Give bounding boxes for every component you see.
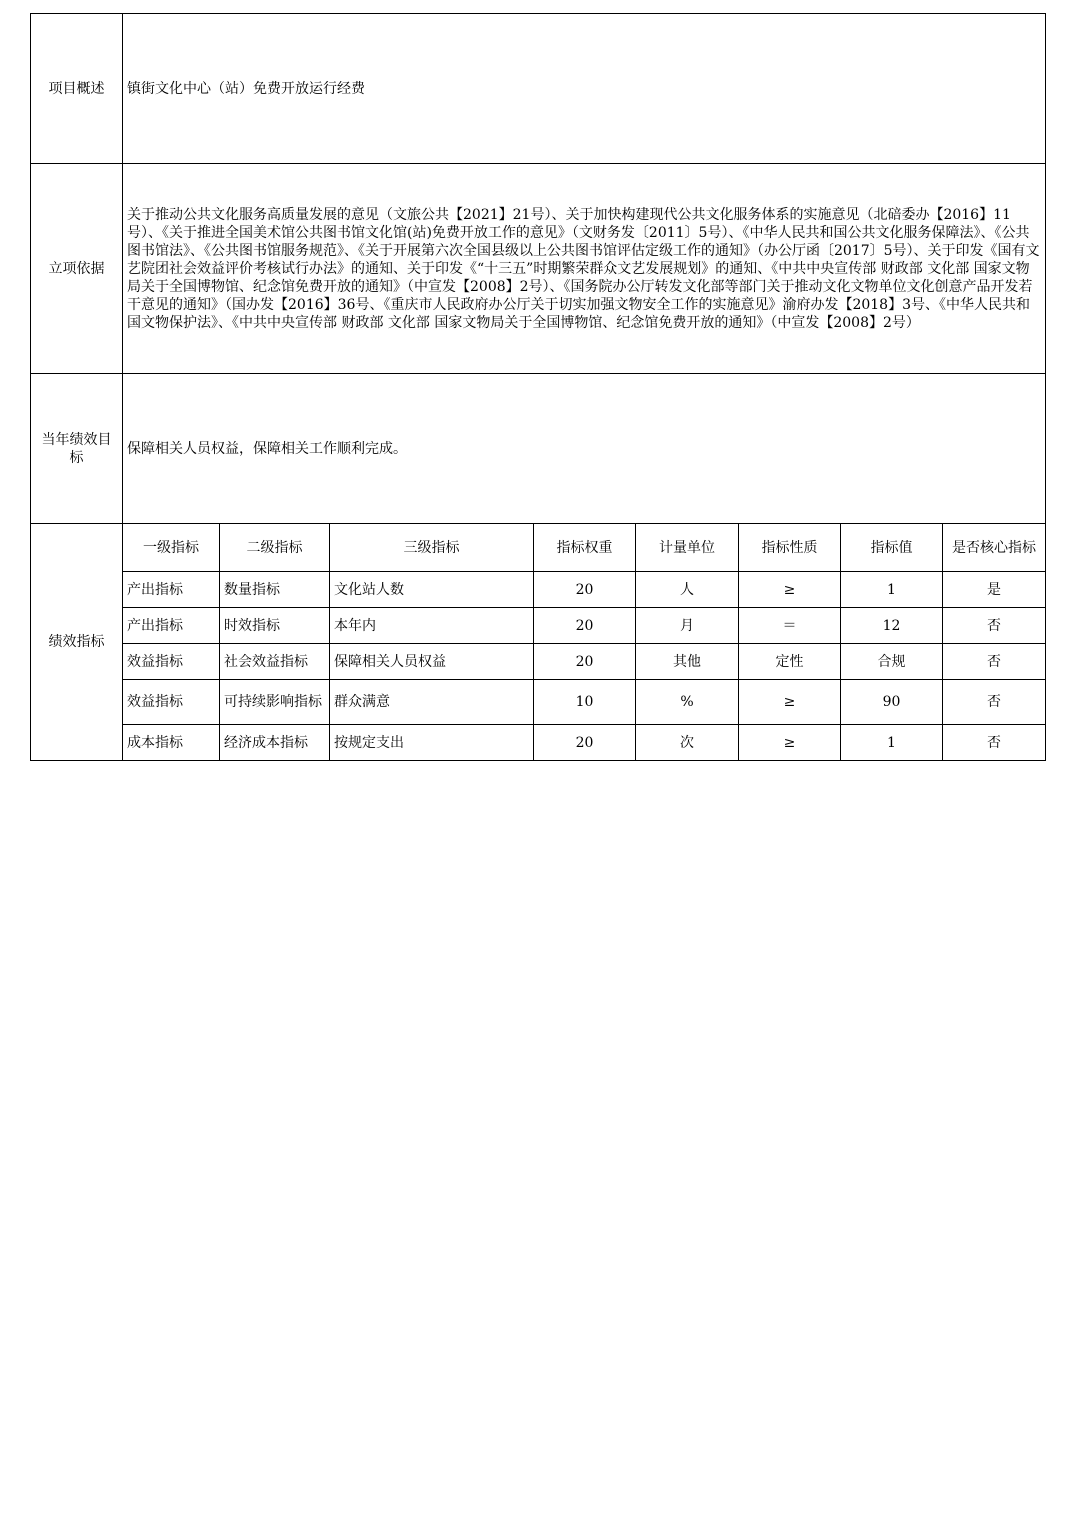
level3-cell: 文化站人数 xyxy=(330,572,534,608)
level2-cell: 数量指标 xyxy=(220,572,330,608)
basis-label: 立项依据 xyxy=(31,164,123,374)
nature-cell: 定性 xyxy=(739,644,841,680)
level2-cell: 时效指标 xyxy=(220,608,330,644)
table-row xyxy=(31,572,1046,608)
level2-cell: 可持续影响指标 xyxy=(220,680,330,725)
unit-cell: 次 xyxy=(636,725,739,761)
level1-cell: 效益指标 xyxy=(123,680,220,725)
level1-cell: 产出指标 xyxy=(123,572,220,608)
header-cell: 是否核心指标 xyxy=(943,524,1046,572)
table-row xyxy=(31,644,1046,680)
unit-cell: 月 xyxy=(636,608,739,644)
overview-label: 项目概述 xyxy=(31,14,123,164)
level2-cell: 经济成本指标 xyxy=(220,725,330,761)
weight-cell: 20 xyxy=(534,572,636,608)
unit-cell: 其他 xyxy=(636,644,739,680)
value-cell: 1 xyxy=(841,572,943,608)
weight-cell: 20 xyxy=(534,644,636,680)
table-row xyxy=(31,680,1046,725)
header-cell: 一级指标 xyxy=(123,524,220,572)
level3-cell: 保障相关人员权益 xyxy=(330,644,534,680)
value-cell: 1 xyxy=(841,725,943,761)
header-cell: 计量单位 xyxy=(636,524,739,572)
header-cell: 指标性质 xyxy=(739,524,841,572)
table-row xyxy=(31,725,1046,761)
weight-cell: 20 xyxy=(534,608,636,644)
value-cell: 90 xyxy=(841,680,943,725)
header-cell: 指标权重 xyxy=(534,524,636,572)
nature-cell: ≥ xyxy=(739,572,841,608)
level3-cell: 本年内 xyxy=(330,608,534,644)
unit-cell: 人 xyxy=(636,572,739,608)
nature-cell: ≥ xyxy=(739,680,841,725)
weight-cell: 10 xyxy=(534,680,636,725)
header-cell: 指标值 xyxy=(841,524,943,572)
level1-cell: 效益指标 xyxy=(123,644,220,680)
weight-cell: 20 xyxy=(534,725,636,761)
indicators-label: 绩效指标 xyxy=(31,524,123,761)
header-cell: 三级指标 xyxy=(330,524,534,572)
basis-value: 关于推动公共文化服务高质量发展的意见（文旅公共【2021】21号）、关于加快构建现代公共文化服务体系的实施意见（北碚委办【2016】11号）、《关于推进全国美术馆公共图书馆文化馆(站)免费开放工作的意见》（文财务发〔2011〕5号）、《中华人民共和国公共文化服务保障法》、《公共图书馆法》、《公共图书馆服务规范》、《关于开展第六次全国县级以上公共图书馆评估定级工作的通知》（办公厅函〔2017〕5号）、关于印发《国有文艺院团社会效益评价考核试行办法》的通知、关于印发《“十三五”时期繁荣群众文艺发展规划》的通知、《中共中央宣传部 财政部 文化部 国家文物局关于全国博物馆、纪念馆免费开放的通知》（中宣发【2008】2号）、《国务院办公厅转发文化部等部门关于推动文化文物单位文化创意产品开发若干意见的通知》（国办发【2016】36号、《重庆市人民政府办公厅关于切实加强文物安全工作的实施意见》渝府办发【2018】3号、《中华人民共和国文物保护法》、《中共中央宣传部 财政部 文化部 国家文物局关于全国博物馆、纪念馆免费开放的通知》（中宣发【2008】2号） xyxy=(123,164,1046,374)
overview-value: 镇街文化中心（站）免费开放运行经费 xyxy=(123,14,1046,164)
core-cell: 否 xyxy=(943,725,1046,761)
table-row xyxy=(31,608,1046,644)
performance-table xyxy=(30,13,1046,761)
nature-cell: ≥ xyxy=(739,725,841,761)
core-cell: 否 xyxy=(943,608,1046,644)
value-cell: 12 xyxy=(841,608,943,644)
header-cell: 二级指标 xyxy=(220,524,330,572)
level3-cell: 按规定支出 xyxy=(330,725,534,761)
level3-cell: 群众满意 xyxy=(330,680,534,725)
level1-cell: 产出指标 xyxy=(123,608,220,644)
goal-value: 保障相关人员权益，保障相关工作顺利完成。 xyxy=(123,374,1046,524)
value-cell: 合规 xyxy=(841,644,943,680)
core-cell: 否 xyxy=(943,644,1046,680)
core-cell: 是 xyxy=(943,572,1046,608)
unit-cell: % xyxy=(636,680,739,725)
level1-cell: 成本指标 xyxy=(123,725,220,761)
core-cell: 否 xyxy=(943,680,1046,725)
goal-label: 当年绩效目标 xyxy=(31,374,123,524)
level2-cell: 社会效益指标 xyxy=(220,644,330,680)
nature-cell: ＝ xyxy=(739,608,841,644)
